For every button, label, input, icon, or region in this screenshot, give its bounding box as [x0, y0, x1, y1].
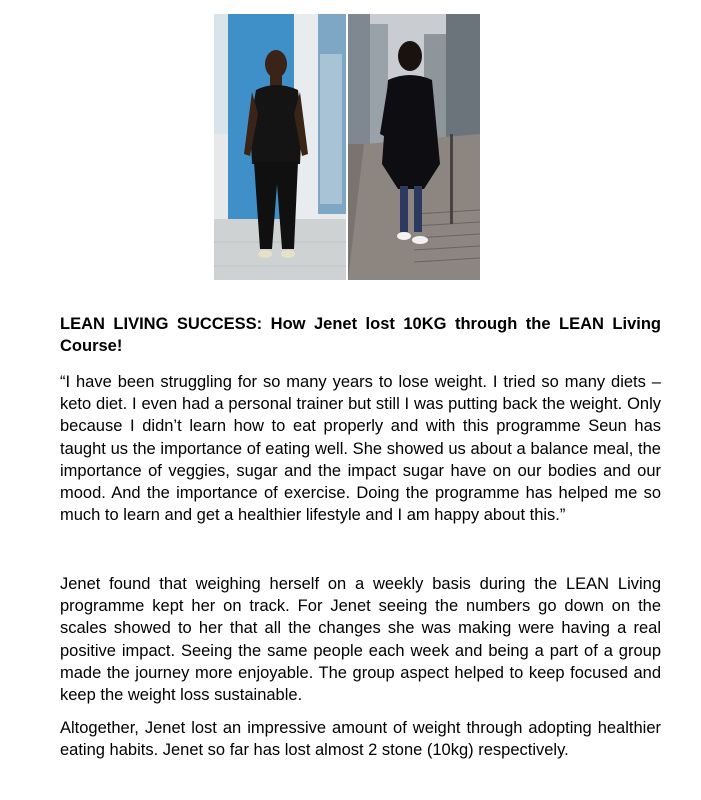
before-after-photo	[214, 14, 480, 280]
before-photo	[214, 14, 346, 280]
article-title: LEAN LIVING SUCCESS: How Jenet lost 10KG through the LEAN Living Course!	[60, 315, 661, 355]
after-photo	[348, 14, 480, 280]
testimonial-quote: “I have been struggling for so many years to lose weight. I tried so many diets – keto diet. I even had a personal trainer but still I was putting back the weight. Only because I didn’t learn how to eat properly and with this programme Seun has taught us the importance of eating well. She showed us about a balance meal, the importance of veggies, sugar and the impact sugar have on our bodies and our mood. And the importance of exercise. Doing the programme has helped me so much to learn and get a healthier lifestyle and I am happy about this.”	[60, 373, 661, 525]
body-paragraph-3: Altogether, Jenet lost an impressive amount of weight through adopting healthier eating habits. Jenet so far has lost almost 2 stone (10kg) respectively.	[60, 719, 661, 760]
body-paragraph-2: Jenet found that weighing herself on a weekly basis during the LEAN Living programme kept her on track. For Jenet seeing the numbers go down on the scales showed to her that all the changes she was making were having a real positive impact. Seeing the same people each week and being a part of a group made the journey more enjoyable. The group aspect helped to keep focused and keep the weight loss sustainable.	[60, 575, 661, 705]
